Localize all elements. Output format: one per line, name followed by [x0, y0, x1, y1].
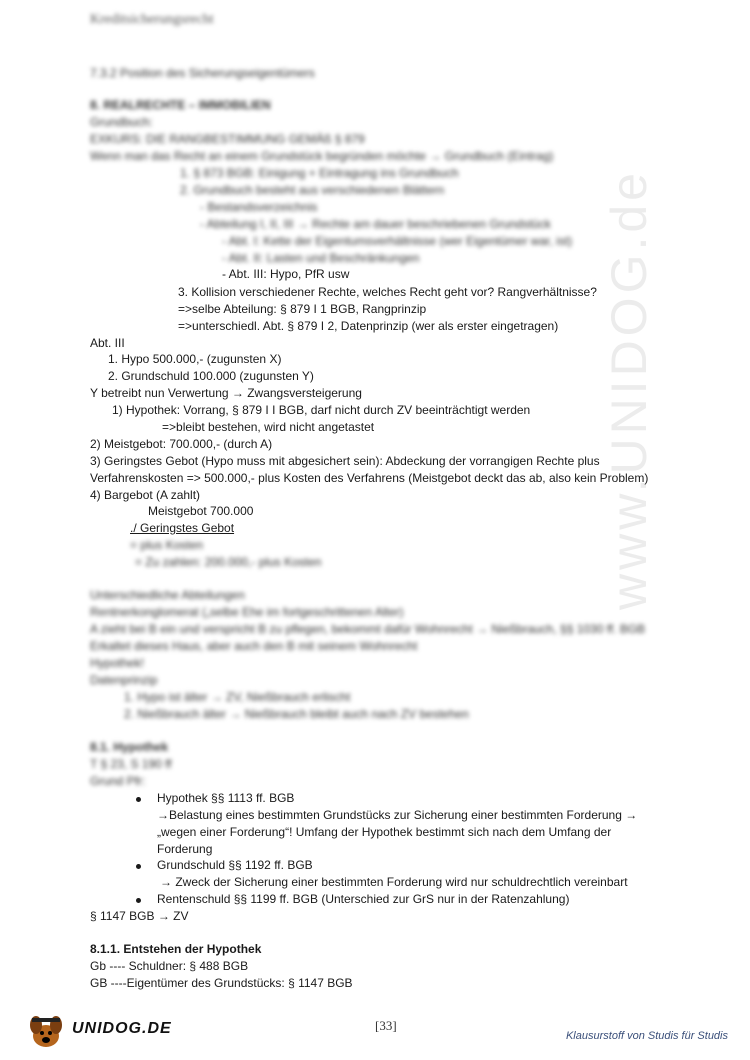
- bullet-icon: [136, 864, 141, 869]
- text-line: Unterschiedliche Abteilungen: [90, 588, 245, 602]
- chapter-heading: 8. REALRECHTE – IMMOBILIEN: [90, 98, 271, 112]
- list-item: Hypothek §§ 1113 ff. BGB: [157, 791, 295, 805]
- page-number: [33]: [375, 1018, 397, 1033]
- text-line: 2) Meistgebot: 700.000,- (durch A): [90, 437, 273, 451]
- text-line: „wegen einer Forderung“! Umfang der Hypothek bestimmt sich nach dem Umfang der: [157, 825, 612, 839]
- text-line: A zieht bei B ein und verspricht B zu pflegen, bekommt dafür Wohnrecht → Nießbrauch, §§ 1030 ff. BGB: [90, 622, 646, 636]
- subsection-heading: 8.1.1. Entstehen der Hypothek: [90, 942, 262, 956]
- list-item: Grundschuld §§ 1192 ff. BGB: [157, 858, 313, 872]
- list-item: 1) Hypothek: Vorrang, § 879 I I BGB, darf nicht durch ZV beeinträchtigt werden: [112, 403, 531, 417]
- text-line: § 1147 BGB → ZV: [90, 909, 189, 923]
- text-line: Verfahrenskosten => 500.000,- plus Kosten des Verfahrens (Meistgebot deckt das ab, also kein Problem): [90, 471, 649, 485]
- text-line: = plus Kosten: [130, 538, 204, 552]
- text-line: EXKURS: DIE RANGBESTIMMUNG GEMÄß § 879: [90, 132, 365, 146]
- text-line: =>unterschiedl. Abt. § 879 I 2, Datenprinzip (wer als erster eingetragen): [178, 319, 559, 333]
- text-line: - Abteilung I, II, III → Rechte am dauer beschriebenen Grundstück: [200, 217, 551, 231]
- list-item: Rentenschuld §§ 1199 ff. BGB (Unterschied zur GrS nur in der Ratenzahlung): [157, 892, 570, 906]
- text-line: =>selbe Abteilung: § 879 I 1 BGB, Rangprinzip: [178, 302, 427, 316]
- text-line: Abt. III: [90, 336, 125, 350]
- list-item: 1. Hypo 500.000,- (zugunsten X): [108, 352, 282, 366]
- section-heading: 7.3.2 Position des Sicherungseigentümers: [90, 66, 315, 80]
- logo-text: UNIDOG.DE: [72, 1020, 172, 1037]
- text-line: Rentnerkonglomerat („selbe Ehe im fortgeschrittenen Alter): [90, 605, 404, 619]
- text-line: Datenprinzip: [90, 673, 158, 687]
- text-line: - Abt. II: Lasten und Beschränkungen: [222, 251, 420, 265]
- dog-icon: [24, 1012, 70, 1052]
- text-line: =>bleibt bestehen, wird nicht angetastet: [162, 420, 375, 434]
- text-line: - Abt. III: Hypo, PfR usw: [222, 267, 350, 281]
- text-line: Erkaltet dieses Haus, aber auch den B mit seinem Wohnrecht: [90, 639, 418, 653]
- unidog-logo: [24, 1012, 184, 1052]
- text-line: Hypothek!: [90, 656, 145, 670]
- list-item: 2. Nießbrauch älter → Nießbrauch bleibt auch nach ZV bestehen: [124, 707, 469, 721]
- bullet-icon: [136, 898, 141, 903]
- text-line: 3) Geringstes Gebot (Hypo muss mit abgesichert sein): Abdeckung der vorrangigen Rechte plus: [90, 454, 600, 468]
- text-line: - Abt. I: Kette der Eigentumsverhältnisse (wer Eigentümer war, ist): [222, 234, 573, 248]
- text-line: T § 23, S 190 ff: [90, 757, 172, 771]
- text-line: Wenn man das Recht an einem Grundstück begründen möchte → Grundbuch (Eintrag): [90, 149, 554, 163]
- text-line: Meistgebot 700.000: [148, 504, 254, 518]
- list-item: 2. Grundschuld 100.000 (zugunsten Y): [108, 369, 314, 383]
- text-line: 4) Bargebot (A zahlt): [90, 488, 201, 502]
- text-line: Grund Pfr:: [90, 774, 146, 788]
- bullet-icon: [136, 797, 141, 802]
- watermark: www.UNIDOG.de: [601, 169, 657, 610]
- list-item: 1. Hypo ist älter → ZV, Nießbrauch erlischt: [124, 690, 351, 704]
- text-line: Forderung: [157, 842, 213, 856]
- text-line: 3. Kollision verschiedener Rechte, welches Recht geht vor? Rangverhältnisse?: [178, 285, 597, 299]
- text-line: GB ----Eigentümer des Grundstücks: § 1147 BGB: [90, 976, 353, 990]
- header-title: Kreditsicherungsrecht: [90, 12, 214, 27]
- text-line: → Zweck der Sicherung einer bestimmten Forderung wird nur schuldrechtlich vereinbart: [160, 875, 628, 889]
- list-item: 2. Grundbuch besteht aus verschiedenen Blättern: [180, 183, 445, 197]
- text-line: = Zu zahlen: 200.000,- plus Kosten: [135, 555, 322, 569]
- text-line: - Bestandsverzeichnis: [200, 200, 318, 214]
- text-line: ./ Geringstes Gebot: [130, 521, 235, 535]
- text-line: →Belastung eines bestimmten Grundstücks zur Sicherung einer bestimmten Forderung →: [157, 808, 638, 822]
- list-item: 1. § 873 BGB: Einigung + Eintragung ins Grundbuch: [180, 166, 459, 180]
- footer-tagline: Klausurstoff von Studis für Studis: [565, 1030, 728, 1042]
- subsection-heading: 8.1. Hypothek: [90, 740, 169, 754]
- text-line: Y betreibt nun Verwertung → Zwangsversteigerung: [90, 386, 362, 400]
- text-line: Gb ---- Schuldner: § 488 BGB: [90, 959, 249, 973]
- text-line: Grundbuch:: [90, 115, 153, 129]
